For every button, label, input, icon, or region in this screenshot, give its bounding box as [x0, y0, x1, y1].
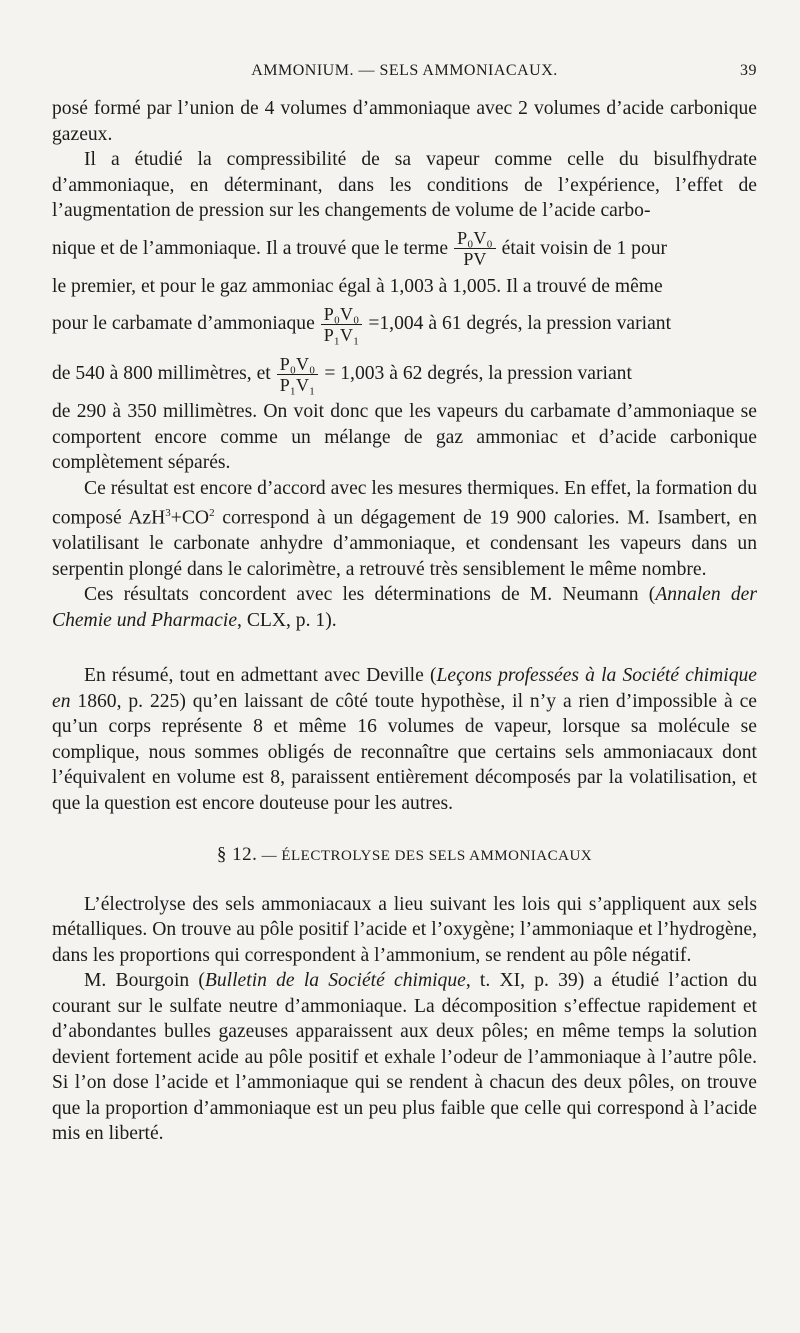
section-heading — [52, 842, 757, 870]
fraction-denominator: PV — [463, 249, 487, 269]
eq1-text-after: était voisin de 1 pour — [501, 237, 668, 259]
paragraph-6: L’électrolyse des sels ammoniacaux a lieu suivant les lois qui s’appliquent aux sels métalliques. On trouve au pôle positif l’acide et l’oxygène; l’ammoniaque et l’hydrogène, dans les proportions qui correspondent à l’ammonium, se rendent au pôle négatif. — [52, 893, 757, 966]
fraction-numerator: P₀V₀ — [321, 305, 363, 325]
para7-text-a: M. Bourgoin ( — [84, 970, 205, 992]
paragraph-2-tail: de 290 à 350 millimètres. On voit donc que les vapeurs du carbamate d’ammoniaque se comportent encore comme un mélange de gaz ammoniac et d’acide carbonique complètement séparés. — [52, 401, 757, 473]
fraction-p0v0-over-pv — [454, 229, 496, 268]
fraction-p0v0-over-p1v1 — [321, 305, 363, 344]
running-title: AMMONIUM. — SELS AMMONIACAUX. — [251, 62, 558, 79]
superscript-3: 3 — [165, 507, 171, 519]
paragraph-4 — [52, 582, 757, 633]
fraction-denominator: P₁V₁ — [323, 324, 360, 345]
eq3-text-before: de 540 à 800 millimètres, et — [52, 363, 271, 385]
para3-text-b: +CO — [170, 507, 210, 529]
paragraph-2-line: le premier, et pour le gaz ammoniac égal à 1,003 à 1,005. Il a trouvé de même — [52, 275, 663, 297]
paragraph-5 — [52, 663, 757, 816]
equation-line-2 — [52, 299, 757, 349]
running-header — [52, 62, 757, 86]
citation-bulletin: Bulletin de la Société chimique — [204, 970, 466, 992]
spacer — [52, 816, 757, 842]
para4-text-a: Ces résultats concordent avec les déterminations de M. Neumann ( — [84, 584, 656, 606]
eq2-text-after: =1,004 à 61 degrés, la pression variant — [368, 313, 672, 335]
eq3-text-after: = 1,003 à 62 degrés, la pression variant — [324, 363, 632, 385]
para3-text-c: correspond à un dégagement de 19 900 calories. M. Isambert, en volatilisant le carbonate anhydre d’ammoniaque, et condensant les vapeurs dans un serpentin plongé dans le calorimètre, a retrouvé très sensiblement le même nombre. — [52, 507, 757, 580]
paragraph-7 — [52, 968, 757, 1147]
paragraph-1: posé formé par l’union de 4 volumes d’ammoniaque avec 2 volumes d’acide carbonique gazeux. — [52, 98, 757, 145]
para4-text-b: , CLX, p. 1). — [237, 609, 337, 631]
fraction-numerator: P₀V₀ — [454, 229, 496, 249]
eq2-text-before: pour le carbamate d’ammoniaque — [52, 313, 315, 335]
fraction-p0v0-over-p1v1 — [277, 355, 319, 394]
eq1-text-before: nique et de l’ammoniaque. Il a trouvé que le terme — [52, 237, 449, 259]
citation-annalen: Annalen der Chemie und Pharmacie — [52, 584, 757, 631]
para5-text-b: 1860, p. 225) qu’en laissant de côté toute hypothèse, il n’y a rien d’impossible à ce qu’un corps représente 8 et même 16 volumes de vapeur, lorsque sa molécule se complique, nous sommes obligés de reconnaître que certains sels ammoniacaux dont l’équivalent en volume est 8, paraissent entièrement décomposés par la volatilisation, et que la question est encore douteuse pour les autres. — [52, 690, 757, 814]
para7-text-b: , t. XI, p. 39) a étudié l’action du courant sur le sulfate neutre d’ammoniaque. La décomposition s’effectue rapidement et d’abondantes bulles gazeuses apparaissent aux deux pôles; en même temps la solution devient fortement acide au pôle positif et exhale l’odeur de l’ammoniaque à l’autre pôle. Si l’on dose l’acide et l’ammoniaque qui se rendent à chacun des deux pôles, on trouve que la proportion d’ammoniaque est un peu plus faible que celle qui correspond à l’acide mis en liberté. — [52, 970, 758, 1145]
fraction-denominator: P₁V₁ — [279, 374, 316, 395]
equation-line-3 — [52, 349, 757, 399]
page-number: 39 — [740, 62, 757, 79]
spacer — [52, 633, 757, 663]
paragraph-3 — [52, 476, 757, 583]
superscript-2: 2 — [209, 507, 215, 519]
page-body — [52, 96, 757, 1147]
para3-text-a: Ce résultat est encore d’accord avec les mesures thermiques. En effet, la formation du composé AzH — [52, 477, 757, 529]
section-number: § 12. — [216, 844, 258, 866]
citation-lecons: Leçons professées à la Société chimique en — [52, 665, 757, 712]
equation-line-1 — [52, 224, 757, 274]
paragraph-2-intro: Il a étudié la compressibilité de sa vapeur comme celle du bisulfhydrate d’ammoniaque, en déterminant, dans les conditions de l’expérience, l’effet de l’augmentation de pression sur les changements de volume de l’acide carbo- — [52, 149, 757, 221]
section-title: — ÉLECTROLYSE DES SELS AMMONIACAUX — [261, 848, 593, 865]
para5-text-a: En résumé, tout en admettant avec Deville ( — [84, 665, 437, 687]
fraction-numerator: P₀V₀ — [277, 355, 319, 375]
